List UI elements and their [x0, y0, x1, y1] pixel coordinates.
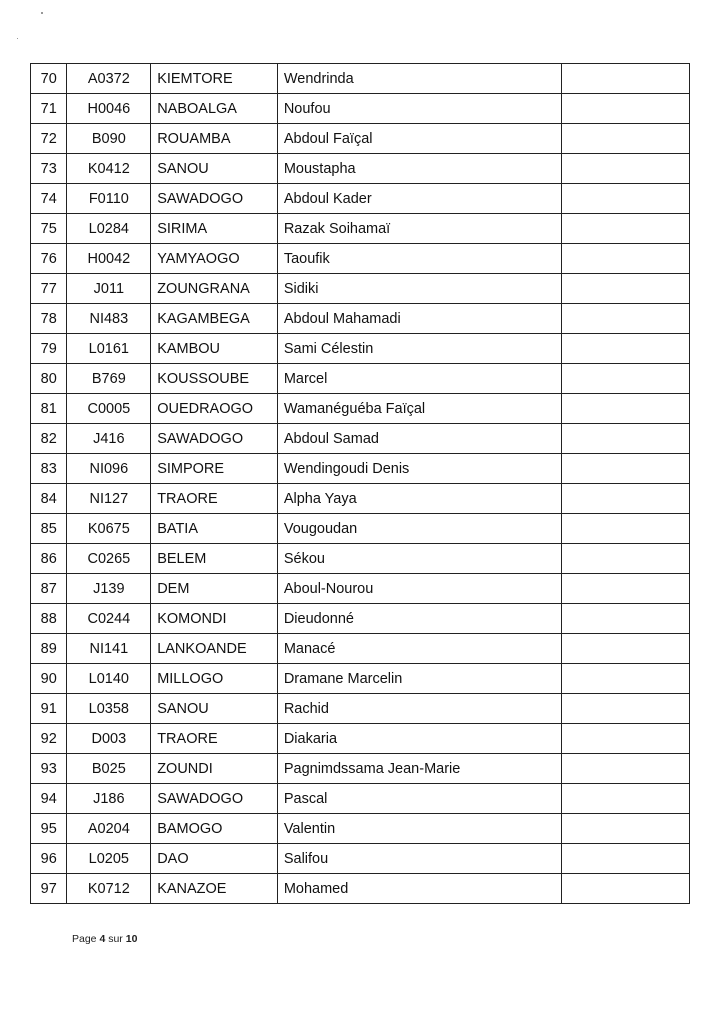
- table-row: [31, 334, 690, 364]
- row-last-name: SAWADOGO: [151, 184, 278, 214]
- row-number: 92: [31, 724, 67, 754]
- table-row: [31, 814, 690, 844]
- row-first-name: Abdoul Kader: [277, 184, 561, 214]
- row-number: 85: [31, 514, 67, 544]
- row-last-name: LANKOANDE: [151, 634, 278, 664]
- table-row: [31, 214, 690, 244]
- row-last-name: NABOALGA: [151, 94, 278, 124]
- row-code: J186: [67, 784, 151, 814]
- table-row: [31, 364, 690, 394]
- row-number: 86: [31, 544, 67, 574]
- participants-table: [30, 63, 690, 904]
- row-first-name: Sékou: [277, 544, 561, 574]
- row-code: C0244: [67, 604, 151, 634]
- row-first-name: Valentin: [277, 814, 561, 844]
- row-code: L0161: [67, 334, 151, 364]
- row-empty-cell: [562, 604, 690, 634]
- row-empty-cell: [562, 814, 690, 844]
- row-first-name: Sidiki: [277, 274, 561, 304]
- row-first-name: Abdoul Samad: [277, 424, 561, 454]
- row-last-name: OUEDRAOGO: [151, 394, 278, 424]
- row-number: 83: [31, 454, 67, 484]
- row-number: 87: [31, 574, 67, 604]
- row-last-name: BELEM: [151, 544, 278, 574]
- row-first-name: Wamanéguéba Faïçal: [277, 394, 561, 424]
- row-first-name: Wendingoudi Denis: [277, 454, 561, 484]
- row-first-name: Abdoul Faïçal: [277, 124, 561, 154]
- row-empty-cell: [562, 244, 690, 274]
- row-last-name: SAWADOGO: [151, 424, 278, 454]
- row-number: 72: [31, 124, 67, 154]
- scan-speck: [41, 12, 43, 14]
- row-first-name: Manacé: [277, 634, 561, 664]
- row-last-name: ZOUNDI: [151, 754, 278, 784]
- row-code: H0042: [67, 244, 151, 274]
- row-number: 96: [31, 844, 67, 874]
- row-code: A0372: [67, 64, 151, 94]
- row-last-name: BATIA: [151, 514, 278, 544]
- row-empty-cell: [562, 454, 690, 484]
- table-row: [31, 604, 690, 634]
- row-last-name: KOUSSOUBE: [151, 364, 278, 394]
- table-row: [31, 154, 690, 184]
- row-code: K0675: [67, 514, 151, 544]
- row-code: NI127: [67, 484, 151, 514]
- row-code: B090: [67, 124, 151, 154]
- table-row: [31, 844, 690, 874]
- row-code: K0412: [67, 154, 151, 184]
- row-last-name: KAGAMBEGA: [151, 304, 278, 334]
- row-first-name: Moustapha: [277, 154, 561, 184]
- table-row: [31, 184, 690, 214]
- row-first-name: Alpha Yaya: [277, 484, 561, 514]
- row-number: 81: [31, 394, 67, 424]
- row-last-name: BAMOGO: [151, 814, 278, 844]
- row-number: 95: [31, 814, 67, 844]
- row-code: J011: [67, 274, 151, 304]
- row-last-name: KOMONDI: [151, 604, 278, 634]
- row-first-name: Wendrinda: [277, 64, 561, 94]
- footer-page-label: Page: [72, 933, 97, 945]
- row-number: 89: [31, 634, 67, 664]
- row-last-name: KIEMTORE: [151, 64, 278, 94]
- row-empty-cell: [562, 124, 690, 154]
- participants-table-body: [31, 64, 690, 904]
- table-row: [31, 484, 690, 514]
- row-empty-cell: [562, 574, 690, 604]
- row-first-name: Aboul-Nourou: [277, 574, 561, 604]
- row-number: 77: [31, 274, 67, 304]
- row-number: 79: [31, 334, 67, 364]
- row-code: NI483: [67, 304, 151, 334]
- row-empty-cell: [562, 214, 690, 244]
- table-row: [31, 514, 690, 544]
- row-last-name: SANOU: [151, 694, 278, 724]
- row-code: H0046: [67, 94, 151, 124]
- row-empty-cell: [562, 364, 690, 394]
- row-empty-cell: [562, 754, 690, 784]
- row-first-name: Sami Célestin: [277, 334, 561, 364]
- row-last-name: KAMBOU: [151, 334, 278, 364]
- row-first-name: Pascal: [277, 784, 561, 814]
- row-number: 74: [31, 184, 67, 214]
- table-row: [31, 874, 690, 904]
- row-number: 73: [31, 154, 67, 184]
- row-first-name: Pagnimdssama Jean-Marie: [277, 754, 561, 784]
- row-first-name: Marcel: [277, 364, 561, 394]
- row-empty-cell: [562, 874, 690, 904]
- row-code: F0110: [67, 184, 151, 214]
- row-last-name: SIMPORE: [151, 454, 278, 484]
- row-empty-cell: [562, 514, 690, 544]
- row-empty-cell: [562, 694, 690, 724]
- table-row: [31, 94, 690, 124]
- row-last-name: SAWADOGO: [151, 784, 278, 814]
- table-row: [31, 274, 690, 304]
- row-last-name: DAO: [151, 844, 278, 874]
- row-empty-cell: [562, 64, 690, 94]
- row-last-name: SANOU: [151, 154, 278, 184]
- row-code: A0204: [67, 814, 151, 844]
- row-first-name: Salifou: [277, 844, 561, 874]
- row-code: B769: [67, 364, 151, 394]
- row-first-name: Dieudonné: [277, 604, 561, 634]
- row-first-name: Vougoudan: [277, 514, 561, 544]
- footer-total-pages: 10: [125, 933, 138, 945]
- table-row: [31, 544, 690, 574]
- row-last-name: TRAORE: [151, 484, 278, 514]
- row-empty-cell: [562, 94, 690, 124]
- row-last-name: MILLOGO: [151, 664, 278, 694]
- row-empty-cell: [562, 424, 690, 454]
- row-number: 91: [31, 694, 67, 724]
- row-number: 78: [31, 304, 67, 334]
- row-last-name: DEM: [151, 574, 278, 604]
- row-code: L0205: [67, 844, 151, 874]
- table-row: [31, 304, 690, 334]
- table-row: [31, 574, 690, 604]
- table-row: [31, 694, 690, 724]
- table-row: [31, 244, 690, 274]
- row-empty-cell: [562, 784, 690, 814]
- row-code: B025: [67, 754, 151, 784]
- row-number: 76: [31, 244, 67, 274]
- row-last-name: ZOUNGRANA: [151, 274, 278, 304]
- row-number: 88: [31, 604, 67, 634]
- row-last-name: YAMYAOGO: [151, 244, 278, 274]
- row-number: 75: [31, 214, 67, 244]
- row-code: L0284: [67, 214, 151, 244]
- row-empty-cell: [562, 484, 690, 514]
- scan-speck: [17, 38, 18, 39]
- row-code: C0265: [67, 544, 151, 574]
- row-number: 80: [31, 364, 67, 394]
- table-row: [31, 664, 690, 694]
- table-row: [31, 724, 690, 754]
- row-number: 84: [31, 484, 67, 514]
- row-number: 90: [31, 664, 67, 694]
- row-number: 93: [31, 754, 67, 784]
- row-last-name: SIRIMA: [151, 214, 278, 244]
- row-empty-cell: [562, 334, 690, 364]
- row-code: L0140: [67, 664, 151, 694]
- table-row: [31, 424, 690, 454]
- row-empty-cell: [562, 154, 690, 184]
- row-code: K0712: [67, 874, 151, 904]
- footer-separator: sur: [108, 933, 123, 945]
- table-row: [31, 784, 690, 814]
- row-empty-cell: [562, 544, 690, 574]
- table-row: [31, 754, 690, 784]
- row-code: J139: [67, 574, 151, 604]
- row-first-name: Noufou: [277, 94, 561, 124]
- row-code: J416: [67, 424, 151, 454]
- table-row: [31, 454, 690, 484]
- row-first-name: Razak Soihamaï: [277, 214, 561, 244]
- row-first-name: Rachid: [277, 694, 561, 724]
- row-code: NI141: [67, 634, 151, 664]
- table-row: [31, 394, 690, 424]
- table-row: [31, 634, 690, 664]
- row-number: 71: [31, 94, 67, 124]
- row-empty-cell: [562, 394, 690, 424]
- footer-current-page: 4: [99, 933, 106, 945]
- row-first-name: Diakaria: [277, 724, 561, 754]
- row-code: L0358: [67, 694, 151, 724]
- row-empty-cell: [562, 724, 690, 754]
- row-first-name: Dramane Marcelin: [277, 664, 561, 694]
- row-code: C0005: [67, 394, 151, 424]
- row-number: 94: [31, 784, 67, 814]
- row-first-name: Mohamed: [277, 874, 561, 904]
- row-empty-cell: [562, 634, 690, 664]
- row-number: 97: [31, 874, 67, 904]
- row-first-name: Abdoul Mahamadi: [277, 304, 561, 334]
- row-last-name: KANAZOE: [151, 874, 278, 904]
- row-first-name: Taoufik: [277, 244, 561, 274]
- row-empty-cell: [562, 844, 690, 874]
- row-last-name: ROUAMBA: [151, 124, 278, 154]
- row-empty-cell: [562, 664, 690, 694]
- table-row: [31, 64, 690, 94]
- row-code: D003: [67, 724, 151, 754]
- row-empty-cell: [562, 304, 690, 334]
- row-number: 70: [31, 64, 67, 94]
- row-empty-cell: [562, 184, 690, 214]
- page-footer: [72, 933, 137, 945]
- row-number: 82: [31, 424, 67, 454]
- row-empty-cell: [562, 274, 690, 304]
- table-row: [31, 124, 690, 154]
- row-code: NI096: [67, 454, 151, 484]
- row-last-name: TRAORE: [151, 724, 278, 754]
